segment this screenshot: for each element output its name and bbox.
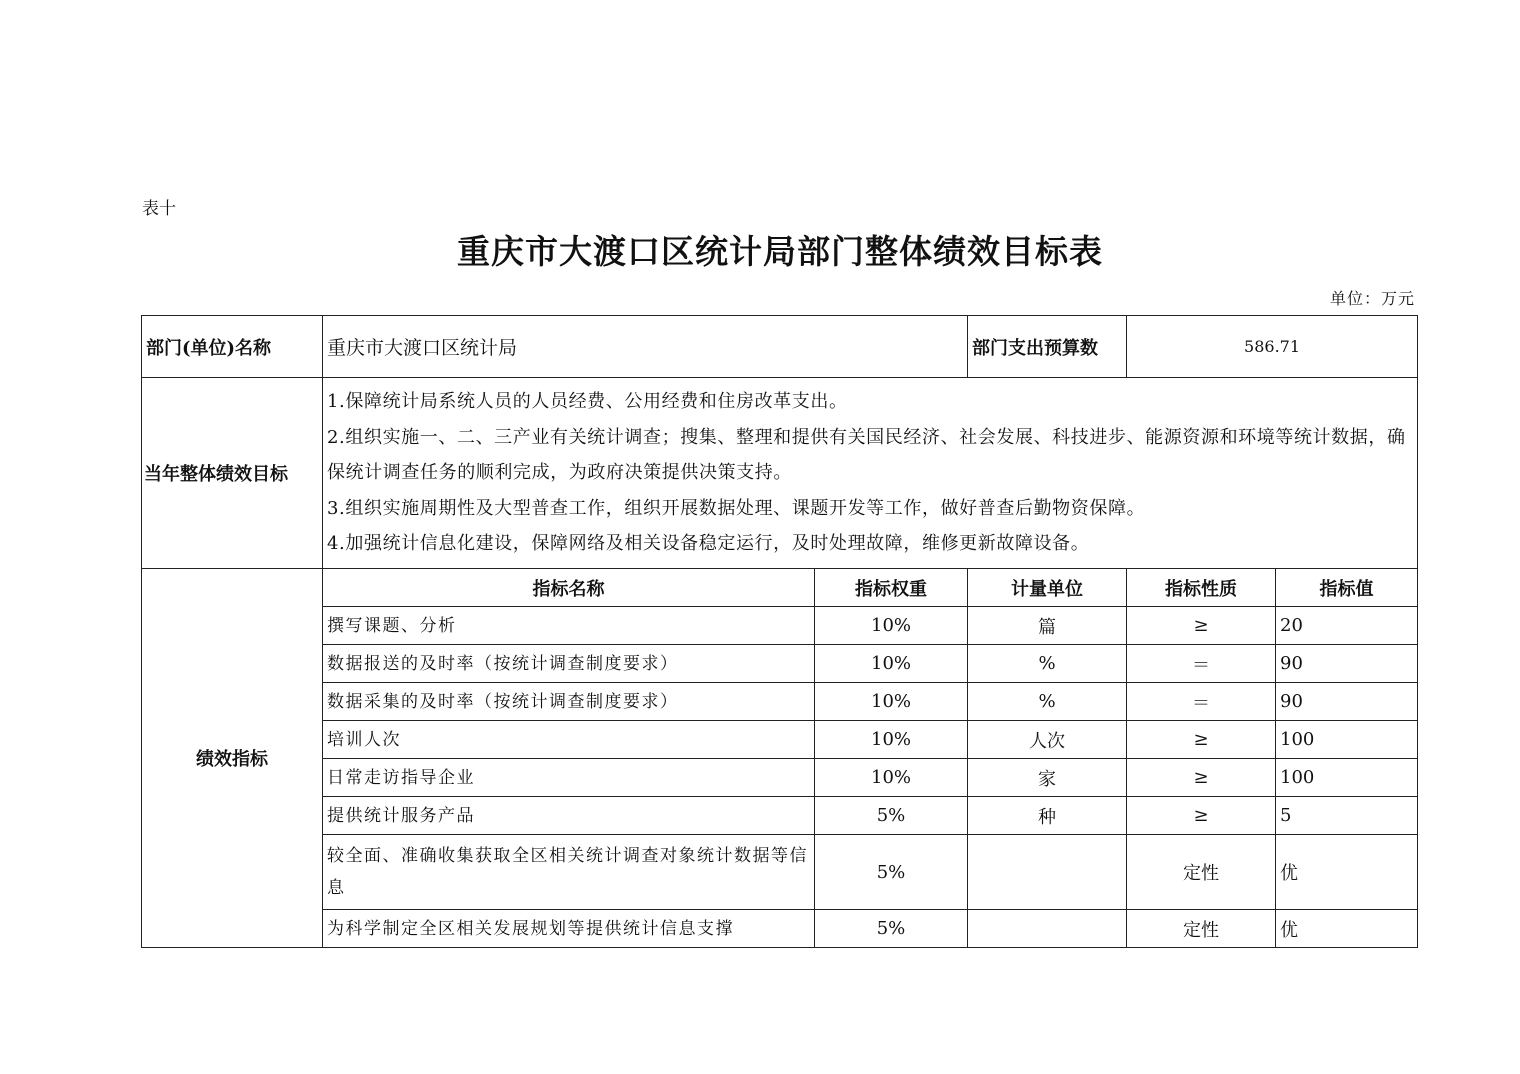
indicator-nature: ≥ (1127, 721, 1276, 759)
header-indicator-name: 指标名称 (323, 569, 815, 607)
indicator-unit: % (968, 645, 1127, 683)
indicator-unit: 种 (968, 797, 1127, 835)
unit-label: 单位：万元 (1329, 289, 1415, 308)
goals-row (142, 378, 1418, 569)
indicator-value: 优 (1276, 835, 1418, 910)
goals-label: 当年整体绩效目标 (142, 378, 323, 569)
indicator-weight: 5% (815, 797, 968, 835)
indicator-name: 数据报送的及时率（按统计调查制度要求） (323, 645, 815, 683)
table-label: 表十 (142, 199, 176, 219)
goal-line: 3.组织实施周期性及大型普查工作，组织开展数据处理、课题开发等工作，做好普查后勤物资保障。 (327, 497, 1146, 519)
department-row (142, 316, 1418, 378)
header-nature: 指标性质 (1127, 569, 1276, 607)
indicator-weight: 5% (815, 835, 968, 910)
indicator-value: 5 (1276, 797, 1418, 835)
header-value: 指标值 (1276, 569, 1418, 607)
indicator-nature: ≥ (1127, 607, 1276, 645)
table-row (142, 910, 1418, 948)
goals-content (323, 378, 1418, 569)
indicator-weight: 5% (815, 910, 968, 948)
indicator-weight: 10% (815, 607, 968, 645)
indicator-nature: 定性 (1127, 910, 1276, 948)
indicators-label: 绩效指标 (142, 569, 323, 948)
header-weight: 指标权重 (815, 569, 968, 607)
page-title: 重庆市大渡口区统计局部门整体绩效目标表 (457, 232, 1103, 271)
budget-label: 部门支出预算数 (968, 316, 1127, 378)
performance-table (141, 315, 1418, 948)
goal-line: 1.保障统计局系统人员的人员经费、公用经费和住房改革支出。 (327, 391, 848, 413)
indicator-value: 优 (1276, 910, 1418, 948)
indicator-nature: 定性 (1127, 835, 1276, 910)
department-name-label: 部门(单位)名称 (142, 316, 323, 378)
indicator-name: 为科学制定全区相关发展规划等提供统计信息支撑 (323, 910, 815, 948)
indicator-value: 20 (1276, 607, 1418, 645)
indicator-name: 数据采集的及时率（按统计调查制度要求） (323, 683, 815, 721)
indicator-unit: 人次 (968, 721, 1127, 759)
indicator-unit: % (968, 683, 1127, 721)
indicator-weight: 10% (815, 721, 968, 759)
indicator-weight: 10% (815, 645, 968, 683)
goal-line: 4.加强统计信息化建设，保障网络及相关设备稳定运行，及时处理故障，维修更新故障设备。 (327, 533, 1090, 555)
indicator-nature: ≥ (1127, 759, 1276, 797)
table-row (142, 607, 1418, 645)
budget-value: 586.71 (1127, 316, 1418, 378)
indicator-nature: ＝ (1127, 645, 1276, 683)
indicator-name: 培训人次 (323, 721, 815, 759)
indicator-value: 100 (1276, 759, 1418, 797)
indicator-nature: ＝ (1127, 683, 1276, 721)
department-name-value: 重庆市大渡口区统计局 (323, 316, 968, 378)
indicator-value: 90 (1276, 683, 1418, 721)
table-row (142, 797, 1418, 835)
indicator-weight: 10% (815, 759, 968, 797)
indicator-value: 100 (1276, 721, 1418, 759)
table-row (142, 645, 1418, 683)
indicator-name: 提供统计服务产品 (323, 797, 815, 835)
indicator-nature: ≥ (1127, 797, 1276, 835)
indicator-header-row (142, 569, 1418, 607)
header-unit: 计量单位 (968, 569, 1127, 607)
indicator-name: 较全面、准确收集获取全区相关统计调查对象统计数据等信息 (323, 835, 815, 910)
indicator-unit: 篇 (968, 607, 1127, 645)
table-row (142, 759, 1418, 797)
table-row (142, 835, 1418, 910)
indicator-unit: 家 (968, 759, 1127, 797)
indicator-value: 90 (1276, 645, 1418, 683)
indicator-unit (968, 910, 1127, 948)
goal-line: 2.组织实施一、二、三产业有关统计调查；搜集、整理和提供有关国民经济、社会发展、科技进步、能源资源和环境等统计数据，确保统计调查任务的顺利完成，为政府决策提供决策支持。 (327, 426, 1406, 484)
indicator-name: 撰写课题、分析 (323, 607, 815, 645)
indicator-unit (968, 835, 1127, 910)
table-row (142, 721, 1418, 759)
table-row (142, 683, 1418, 721)
indicator-name: 日常走访指导企业 (323, 759, 815, 797)
indicator-weight: 10% (815, 683, 968, 721)
